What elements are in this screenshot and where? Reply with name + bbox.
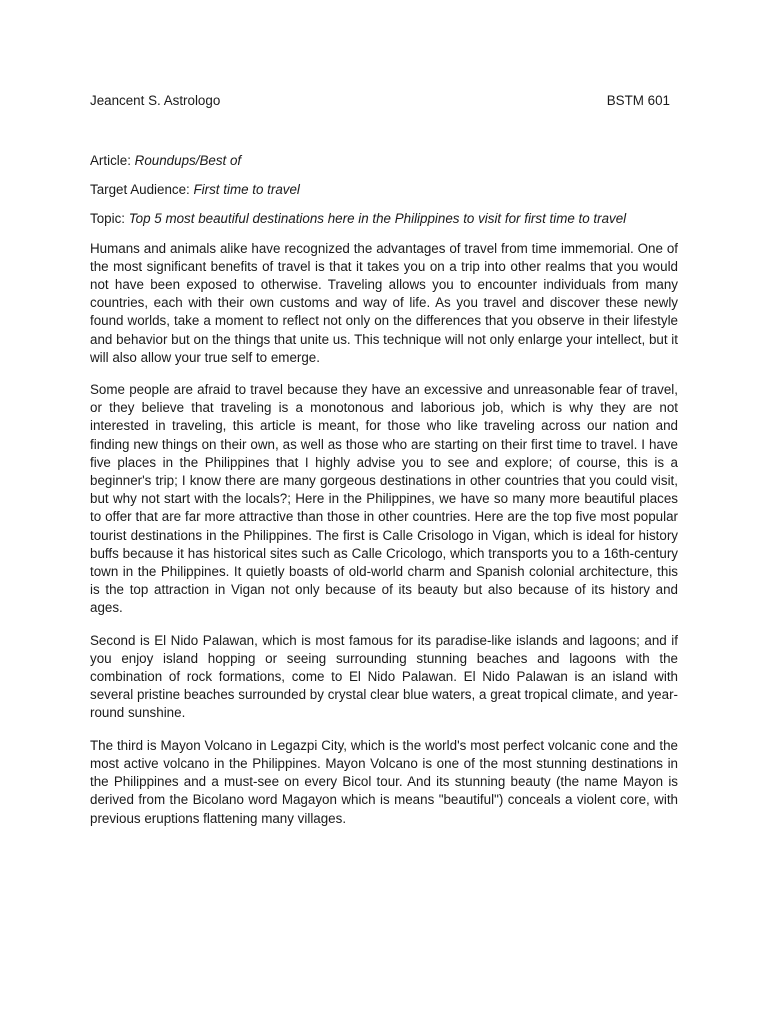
target-audience-value: First time to travel (193, 182, 300, 198)
author-name: Jeancent S. Astrologo (90, 93, 221, 108)
target-audience-line (90, 181, 678, 199)
article-type-line (90, 152, 678, 170)
topic-value: Top 5 most beautiful destinations here in the Philippines to visit for first time to travel (128, 211, 627, 227)
body-paragraph: Humans and animals alike have recognized the advantages of travel from time immemorial. One of the most significant benefits of travel is that it takes you on a trip into other realms that you would not have been exposed to otherwise. Traveling allows you to encounter individuals from many countries, each with their own customs and way of life. As you travel and discover these newly found worlds, take a moment to reflect not only on the differences that you observe in their lifestyle and behavior but on the things that unite us. This technique will not only enlarge your intellect, but it will also allow your true self to emerge. (90, 240, 678, 365)
document-header (90, 92, 678, 110)
topic-line (90, 210, 678, 228)
document-page (90, 92, 678, 828)
topic-label: Topic: (90, 211, 125, 227)
course-code: BSTM 601 (606, 93, 670, 108)
target-audience-label: Target Audience: (90, 182, 190, 198)
article-type-label: Article: (90, 153, 131, 168)
article-type-value: Roundups/Best of (134, 153, 242, 168)
body-paragraph: The third is Mayon Volcano in Legazpi City, which is the world's most perfect volcanic cone and the most active volcano in the Philippines. Mayon Volcano is one of the most stunning destinations in the Philippines and a must-see on every Bicol tour. And its stunning beauty (the name Mayon is derived from the Bicolano word Magayon which is means "beautiful") conceals a violent core, with previous eruptions flattening many villages. (90, 737, 678, 826)
body-paragraph: Second is El Nido Palawan, which is most famous for its paradise-like islands and lagoons; and if you enjoy island hopping or seeing surrounding stunning beaches and lagoons with the combination of rock formations, come to El Nido Palawan. El Nido Palawan is an island with several pristine beaches surrounded by crystal clear blue waters, a great tropical climate, and year-round sunshine. (90, 632, 678, 721)
body-paragraph: Some people are afraid to travel because they have an excessive and unreasonable fear of travel, or they believe that traveling is a monotonous and laborious job, which is why they are not interested in traveling, this article is meant, for those who like traveling across our nation and finding new things on their own, as well as those who are starting on their first time to travel. I have five places in the Philippines that I highly advise you to see and explore; of course, this is a beginner's trip; I know there are many gorgeous destinations in other countries that you could visit, but why not start with the locals?; Here in the Philippines, we have so many more beautiful places to offer that are far more attractive than those in other countries. Here are the top five most popular tourist destinations in the Philippines. The first is Calle Crisologo in Vigan, which is ideal for history buffs because it has historical sites such as Calle Cricologo, which transports you to a 16th-century town in the Philippines. It quietly boasts of old-world charm and Spanish colonial architecture, this is the top attraction in Vigan not only because of its beauty but also because of its history and ages. (90, 382, 678, 616)
